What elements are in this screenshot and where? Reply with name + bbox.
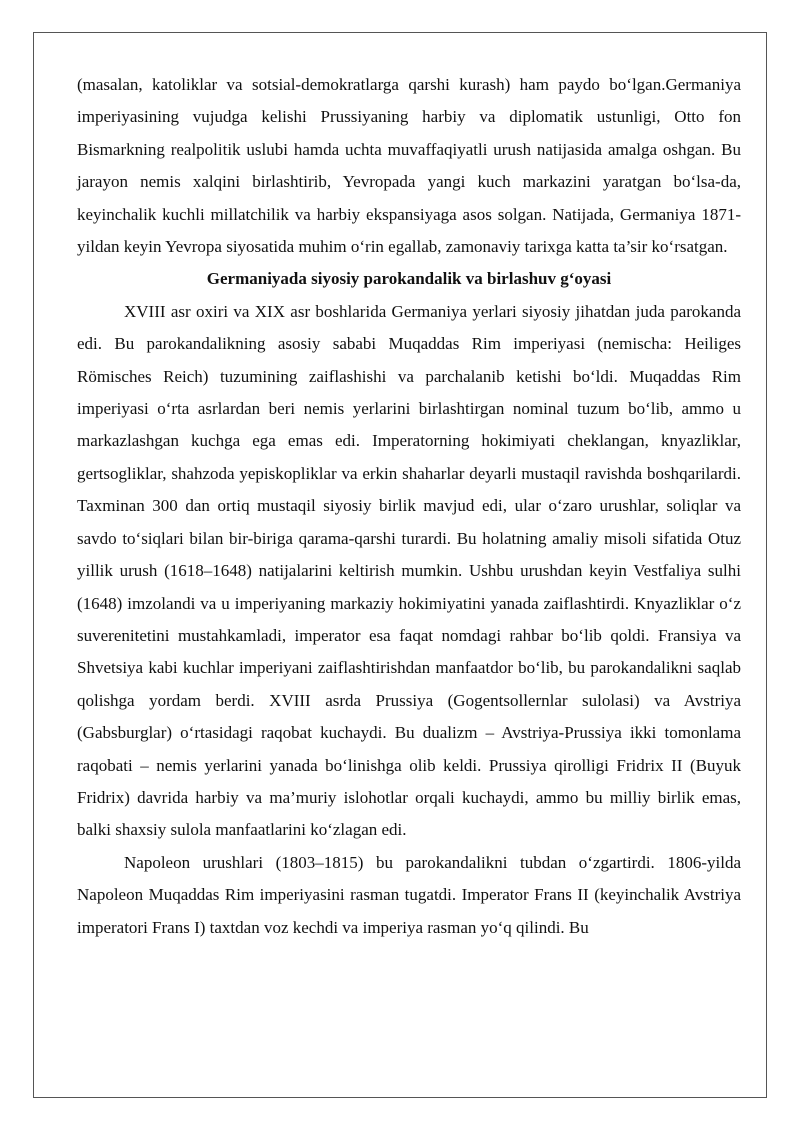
document-body — [77, 69, 741, 944]
paragraph-napoleonic-wars: Napoleon urushlari (1803–1815) bu parokandalikni tubdan o‘zgartirdi. 1806-yilda Napoleon Muqaddas Rim imperiyasini rasman tugatdi. Imperator Frans II (keyinchalik Avstriya imperatori Frans I) taxtdan voz kechdi va imperiya rasman yo‘q qilindi. Bu — [77, 852, 741, 937]
section-heading: Germaniyada siyosiy parokandalik va birlashuv g‘oyasi — [206, 269, 612, 289]
paragraph-intro-continuation: (masalan, katoliklar va sotsial-demokratlarga qarshi kurash) ham paydo bo‘lgan.Germaniya imperiyasining vujudga kelishi Prussiyaning harbiy va diplomatik ustunligi, Otto fon Bismarkning realpolitik uslubi hamda uchta muvaffaqiyatli urush natijasida amalga oshgan. Bu jarayon nemis xalqini birlashtirib, Yevropada yangi kuch markazini yaratgan bo‘lsa-da, keyinchalik kuchli millatchilik va harbiy ekspansiyaga asos solgan. Natijada, Germaniya 1871-yildan keyin Yevropa siyosatida muhim o‘rin egallab, zamonaviy tarixga katta ta’sir ko‘rsatgan. — [77, 75, 741, 257]
paragraph-political-fragmentation: XVIII asr oxiri va XIX asr boshlarida Germaniya yerlari siyosiy jihatdan juda parokanda edi. Bu parokandalikning asosiy sababi Muqaddas Rim imperiyasi (nemischa: Heiliges Römisches Reich) tuzumining zaiflashishi va parchalanib ketishi bo‘ldi. Muqaddas Rim imperiyasi o‘rta asrlardan beri nemis yerlarini birlashtirgan nominal tuzum bo‘lib, ammo u markazlashgan kuchga ega emas edi. Imperatorning hokimiyati cheklangan, knyazliklar, gertsogliklar, shahzoda yepiskopliklar va erkin shaharlar deyarli mustaqil ravishda boshqarilardi. Taxminan 300 dan ortiq mustaqil siyosiy birlik mavjud edi, ular o‘zaro urushlar, soliqlar va savdo to‘siqlari bilan bir-biriga qarama-qarshi turardi. Bu holatning amaliy misoli sifatida Otuz yillik urush (1618–1648) natijalarini keltirish mumkin. Ushbu urushdan keyin Vestfaliya sulhi (1648) imzolandi va u imperiyaning markaziy hokimiyatini yanada zaiflashtirdi. Knyazliklar o‘z suverenitetini mustahkamladi, imperator esa faqat nomdagi rahbar bo‘lib qoldi. Fransiya va Shvetsiya kabi kuchlar imperiyani zaiflashtirishdan manfaatdor bo‘lib, bu parokandalikni saqlab qolishga yordam berdi. XVIII asrda Prussiya (Gogentsollernlar sulolasi) va Avstriya (Gabsburglar) o‘rtasidagi raqobat kuchaydi. Bu dualizm – Avstriya-Prussiya ikki tomonlama raqobati – nemis yerlarini yanada bo‘linishga olib keldi. Prussiya qirolligi Fridrix II (Buyuk Fridrix) davrida harbiy va ma’muriy islohotlar orqali kuchaydi, ammo bu milliy birlik emas, balki shaxsiy sulola manfaatlarini ko‘zlagan edi. — [77, 301, 741, 840]
